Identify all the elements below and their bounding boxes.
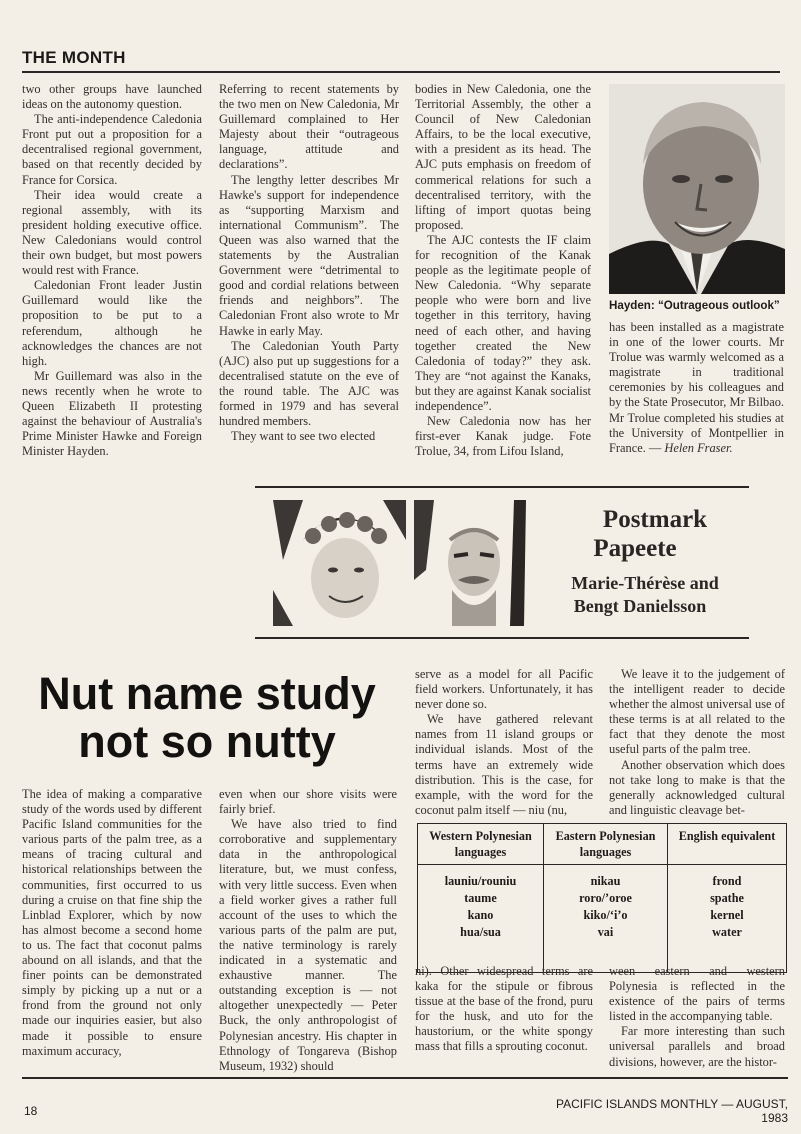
bengt-photo	[414, 500, 540, 626]
postmark-title-line2: Papeete	[593, 535, 677, 562]
table-header-row	[418, 824, 787, 865]
paragraph: Caledonian Front leader Justin Guillemard would like the proposition to be put to a referendum, although he acknowledges the chances are not high.	[22, 278, 202, 368]
feature-col3-top	[415, 667, 593, 818]
feature-col2	[219, 787, 397, 1074]
term: frond	[712, 874, 742, 888]
top-article-col3	[415, 82, 591, 459]
feature-col3-bottom	[415, 964, 593, 1055]
paragraph: serve as a model for all Pacific field workers. Unfortunately, it has never done so.	[415, 667, 593, 712]
paragraph: New Caledonia now has her first-ever Kanak judge. Fote Trolue, 34, from Lifou Island,	[415, 414, 591, 459]
postmark-authors-line1: Marie-Thérèse and	[571, 573, 719, 593]
term: kiko/‘i’o	[583, 908, 628, 922]
top-article-col2	[219, 82, 399, 444]
portrait-man-illustration	[414, 500, 540, 626]
top-article-col1	[22, 82, 202, 459]
table-header: Eastern Polynesian languages	[544, 824, 668, 865]
term: launiu/rouniu	[444, 874, 517, 888]
paragraph: ni). Other widespread terms are kaka for the stipule or fibrous tissue at the base of the frond, puru for the husk, and uto for the haustorium, or the white spongy mass that fills a sprouting coconut.	[415, 964, 593, 1054]
term: vai	[597, 925, 614, 939]
feature-col1	[22, 787, 202, 1059]
paragraph: They want to see two elected	[231, 429, 376, 444]
table-row	[418, 865, 787, 973]
table-header: English equivalent	[668, 824, 787, 865]
paragraph: two other groups have launched ideas on the autonomy question.	[22, 82, 202, 112]
term: roro/’oroe	[579, 891, 632, 905]
feature-headline-line1: Nut name study	[38, 668, 376, 719]
term: hua/sua	[460, 925, 501, 939]
byline: Helen Fraser.	[664, 440, 733, 455]
table-header: Western Polynesian languages	[418, 824, 544, 865]
paragraph: Far more interesting than such universal parallels and broad divisions, however, are the histor-	[609, 1024, 785, 1069]
term: water	[712, 925, 742, 939]
term: nikau	[590, 874, 621, 888]
paragraph: Another observation which does not take long to make is that the generally acknowledged cultural and linguistic cleavage bet-	[609, 757, 785, 817]
postmark-top-rule	[255, 486, 749, 488]
paragraph: ween eastern and western Polynesia is reflected in the existence of the pairs of terms listed in the accompanying table.	[609, 964, 785, 1024]
paragraph: The AJC contests the IF claim for recognition of the Kanak people as the legitimate people of New Caledonia. “Why separate people who were born and live together in this territory, having need of each other, and having together created the New Caledonia of today?” they ask. They are “not against the Kanaks, but they are against Kanak socialist independence”.	[415, 232, 591, 413]
paragraph: even when our shore visits were fairly brief.	[219, 787, 397, 817]
header-rule	[22, 71, 780, 73]
paragraph: The lengthy letter describes Mr Hawke's support for independence as “supporting Marxism and international Communism”. The Queen was also warned that the statements by the Australian Government were “detrimental to good and cordial relations between friends and neighbors”. The Caledonian Front also wrote to Mr Hawke in early May.	[219, 172, 399, 338]
paragraph	[609, 320, 784, 456]
page-number: 18	[24, 1104, 38, 1118]
portrait-illustration	[609, 84, 785, 294]
paragraph: We have gathered relevant names from 11 island groups or individual islands. Most of the terms have an extremely wide distribution. This is the case, for example, with the word for the coconut palm itself — niu (nu,	[415, 712, 593, 817]
section-title: THE MONTH	[22, 48, 126, 67]
term: kernel	[710, 908, 744, 922]
paragraph: Their idea would create a regional assembly, with its president holding executive office. New Caledonians would control their own budget, but most powers would rest with France.	[22, 187, 202, 278]
term: taume	[464, 891, 497, 905]
feature-headline-line2: not so nutty	[78, 716, 336, 767]
paragraph: Referring to recent statements by the two men on New Caledonia, Mr Guillemard complained to Her Majesty about their “outrageous language, attitude and declarations”.	[219, 82, 399, 172]
paragraph: bodies in New Caledonia, one the Territorial Assembly, the other a Council of New Caledonian Affairs, to be the local executive, with a president as its head. The AJC puts emphasis on freedom of commerical relations for such a decentralised territory, with the lifting of import quotas being proposed.	[415, 82, 591, 232]
paragraph-text: has been installed as a magistrate in one of the lower courts. Mr Trolue was warmly welcomed as a magistrate in traditional ceremonies by his colleagues and by the State Prosecutor, Mr Bilbao. Mr Trolue completed his studies at the University of Montpellier in France. —	[609, 320, 784, 455]
feature-col4-bottom	[609, 964, 785, 1070]
footer-rule	[22, 1077, 788, 1079]
term: kano	[467, 908, 494, 922]
paragraph: We have also tried to find corroborative and supplementary data in the anthropological literature, but, we must confess, with very little success. Even when a field worker gives a rather full account of the uses to which the various parts of the palm are put, the native terminology is rarely indicated in a systematic and exhaustive manner. The outstanding exception is — not altogether unexpectedly — Peter Buck, the only anthropologist of Polynesian ancestry. His chapter in Ethnology of Tongareva (Bishop Museum, 1932) should	[219, 817, 397, 1073]
paragraph: Mr Guillemard was also in the news recently when he wrote to Queen Elizabeth II protesting against the behaviour of Australia's Prime Minister Hawke and Foreign Minister Hayden.	[22, 368, 202, 459]
postmark-bottom-rule	[255, 637, 749, 639]
top-article-col4	[609, 320, 784, 456]
hayden-photo	[609, 84, 785, 294]
table-cell	[668, 865, 787, 973]
term: spathe	[710, 891, 744, 905]
marie-therese-photo	[273, 500, 406, 626]
paragraph: We leave it to the judgement of the intelligent reader to decide whether the almost universal use of these terms is at all related to the fact that they denote the most useful parts of the palm tree.	[609, 667, 785, 757]
table-cell	[544, 865, 668, 973]
postmark-authors-line2: Bengt Danielsson	[573, 596, 707, 616]
paragraph: The idea of making a comparative study of the words used by different Pacific Island communities for the various parts of the palm tree, as a means of tracing cultural and historical relationships between the communities, first occurred to us during a cruise on that fine ship the Linblad Explorer, which by now has almost become a second home to us. The fact that coconut palms abound on all islands, and that the finer points can be demonstrated simply by picking up a nut or a frond from the ground not only made our inquiries easier, but also made it possible to ensure maximum accuracy,	[22, 787, 202, 1058]
feature-col4-top	[609, 667, 785, 818]
palm-terms-table	[417, 823, 787, 973]
paragraph: The anti-independence Caledonia Front put out a proposition for a decentralised regional government, based on that recently decided by France for Corsica.	[22, 112, 202, 187]
paragraph: The Caledonian Youth Party (AJC) also put up suggestions for a decentralised statute on the eve of the round table. The AJC was formed in 1979 and has several hundred members.	[219, 338, 399, 429]
photo-caption: Hayden: “Outrageous outlook”	[609, 299, 780, 312]
postmark-title-line1: Postmark	[602, 506, 708, 533]
table-cell	[418, 865, 544, 973]
publication-line: PACIFIC ISLANDS MONTHLY — AUGUST, 1983	[555, 1097, 788, 1125]
portrait-woman-illustration	[273, 500, 406, 626]
